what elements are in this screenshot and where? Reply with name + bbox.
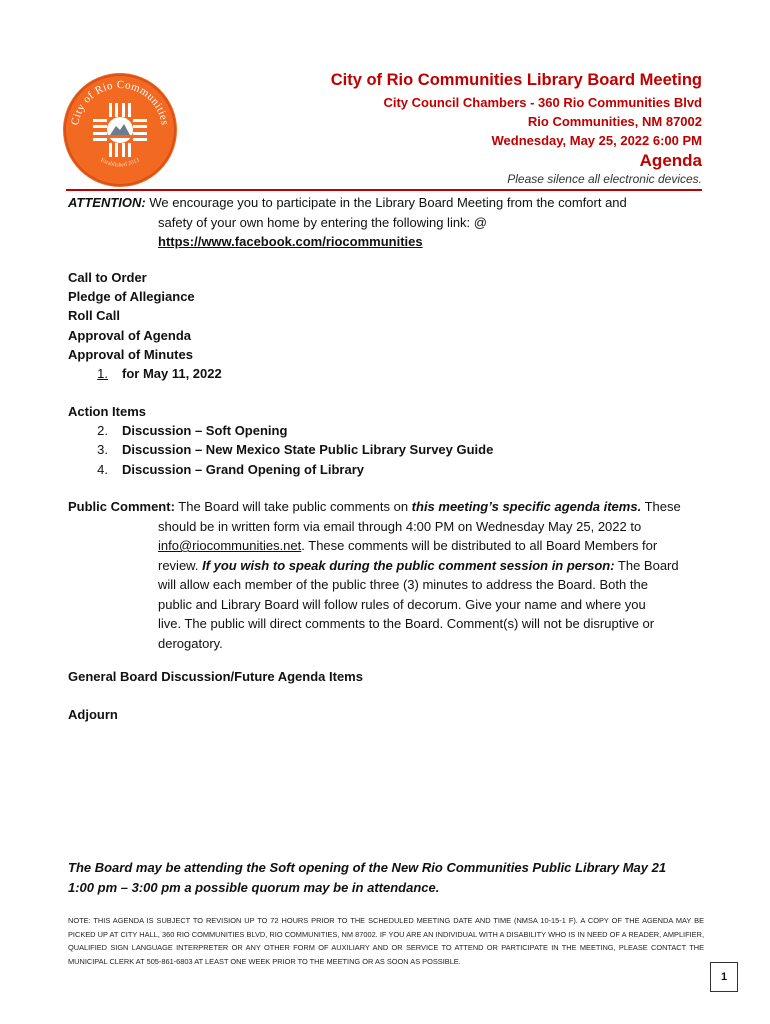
- pledge-of-allegiance: Pledge of Allegiance: [68, 289, 195, 305]
- list-item: 2. Discussion – Soft Opening: [97, 423, 288, 439]
- city-seal-logo: [62, 72, 178, 188]
- minutes-number: 1.: [97, 366, 108, 382]
- seal-text: City of Rio Communities: [69, 78, 171, 127]
- page-number: 1: [710, 962, 738, 992]
- board-attendance-note: The Board may be attending the Soft opening of the New Rio Communities Public Library May 21 1:00 pm – 3:00 pm a possible quorum may be in attendance.: [68, 860, 667, 895]
- minutes-item: [68, 364, 222, 383]
- order-of-business: [68, 268, 222, 383]
- call-to-order: Call to Order: [68, 270, 147, 285]
- meeting-title: City of Rio Communities Library Board Meeting: [330, 71, 702, 89]
- public-comment-paragraph: Public Comment: The Board will take public comments on this meeting’s specific agenda items. These should be in written form via email through 4:00 PM on Wednesday May 25, 2022 to info@riocommunities.net. These comments will be distributed to all Board Members for review. If you wish to speak during the public comment session in person: The Board will allow each member of the public three (3) minutes to address the Board. Both the public and Library Board will follow rules of decorum. Give your name and where you live. The public will direct comments to the Board. Comment(s) will not be disruptive or derogatory.: [68, 499, 681, 651]
- list-item: 4. Discussion – Grand Opening of Library: [97, 461, 364, 477]
- attention-label: ATTENTION:: [68, 195, 146, 210]
- legal-notice: NOTE: THIS AGENDA IS SUBJECT TO REVISION UP TO 72 HOURS PRIOR TO THE SCHEDULED MEETING DATE AND TIME (NMSA 10-15-1 F). A COPY OF THE AGENDA MAY BE PICKED UP AT CITY HALL, 360 RIO COMMUNITIES BLVD, RIO COMMUNITIES, NM 87002. IF YOU ARE AN INDIVIDUAL WITH A DISABILITY WHO IS IN NEED OF A READER, AMPLIFIER, QUALIFIED SIGN LANGUAGE INTERPRETER OR ANY OTHER FORM OF AUXILIARY AND OR SERVICE TO ATTEND OR PARTICIPATE IN THE MEETING, PLEASE CONTACT THE MUNICIPAL CLERK AT 505-861-6803 AT LEAST ONE WEEK PRIOR TO THE MEETING OR AS SOON AS POSSIBLE.: [68, 916, 704, 966]
- roll-call: Roll Call: [68, 308, 121, 324]
- action-items-heading: Action Items: [68, 404, 147, 419]
- seal-lower-text: Established 2013: [99, 157, 141, 169]
- general-discussion: General Board Discussion/Future Agenda Items: [68, 669, 363, 684]
- adjourn: Adjourn: [68, 707, 118, 722]
- approval-of-agenda: Approval of Agenda: [68, 327, 192, 343]
- attention-paragraph: [68, 193, 708, 252]
- action-items: [68, 402, 493, 479]
- meeting-datetime: Wednesday, May 25, 2022 6:00 PM: [491, 133, 702, 148]
- meeting-location: City Council Chambers - 360 Rio Communities Blvd: [383, 95, 702, 110]
- meeting-city: Rio Communities, NM 87002: [527, 114, 702, 129]
- minutes-date: for May 11, 2022: [122, 366, 222, 382]
- attention-text-2: safety of your own home by entering the following link: @: [158, 214, 487, 230]
- approval-of-minutes: Approval of Minutes: [68, 346, 193, 362]
- facebook-link[interactable]: https://www.facebook.com/riocommunities: [158, 234, 423, 249]
- attention-text-1: We encourage you to participate in the Library Board Meeting from the comfort and: [145, 195, 627, 210]
- agenda-heading: Agenda: [639, 151, 702, 170]
- public-comment-label: Public Comment:: [68, 499, 175, 514]
- silence-notice: Please silence all electronic devices.: [507, 172, 702, 186]
- email-link[interactable]: info@riocommunities.net: [158, 538, 302, 553]
- list-item: 3. Discussion – New Mexico State Public Library Survey Guide: [97, 442, 494, 458]
- header-divider: [66, 189, 702, 191]
